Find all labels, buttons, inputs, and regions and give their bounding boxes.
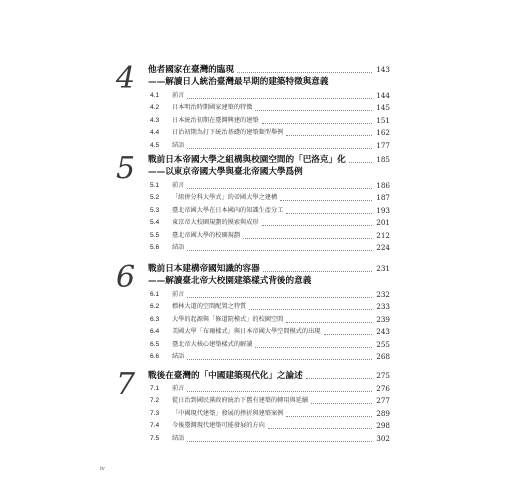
page-number: 201 bbox=[376, 218, 390, 228]
section-row[interactable] bbox=[0, 217, 520, 229]
page-number: 193 bbox=[376, 205, 390, 215]
dot-leader bbox=[286, 416, 372, 417]
dot-leader bbox=[187, 188, 372, 189]
section-row[interactable] bbox=[0, 408, 520, 420]
section-row[interactable] bbox=[0, 115, 520, 127]
section-number: 4.3 bbox=[150, 116, 160, 124]
section-row[interactable] bbox=[0, 395, 520, 407]
section-title: 日治初期為打下統治基礎的建築類型舉例 bbox=[172, 129, 284, 137]
chapter-block bbox=[0, 151, 520, 254]
dot-leader bbox=[249, 309, 372, 310]
page-number: 187 bbox=[376, 193, 390, 203]
dot-leader bbox=[311, 403, 372, 404]
section-row[interactable] bbox=[0, 326, 520, 338]
dot-leader bbox=[187, 359, 372, 360]
section-number: 5.2 bbox=[150, 194, 160, 202]
section-row[interactable] bbox=[0, 180, 520, 192]
section-number: 6.6 bbox=[150, 353, 160, 360]
chapter-subtitle: ——以東京帝國大學與臺北帝國大學爲例 bbox=[148, 167, 303, 177]
section-title: 美國大學「布爾樣式」與日本帝國大學空間模式的出現 bbox=[172, 328, 321, 336]
dot-leader bbox=[187, 441, 372, 442]
section-title: 從日治到國民黨政府統治下舊有建築的轉用與延續 bbox=[172, 397, 309, 405]
chapter-number: 5 bbox=[116, 151, 136, 186]
chapter-block bbox=[0, 367, 520, 470]
chapter-title-row[interactable] bbox=[0, 64, 520, 76]
section-number: 4.2 bbox=[150, 104, 160, 112]
section-title: 前言 bbox=[172, 385, 185, 392]
chapter-number: 7 bbox=[116, 367, 136, 402]
section-row[interactable] bbox=[0, 242, 520, 254]
section-title: 大學的起源與「修道院模式」的校園空間 bbox=[172, 315, 284, 323]
section-title: 臺北帝大核心建築樣式的解讀 bbox=[172, 340, 253, 348]
section-title: 臺北帝國大學在日本國內的知識生產分工 bbox=[172, 206, 284, 214]
page-number: 177 bbox=[376, 140, 390, 150]
section-row[interactable] bbox=[0, 433, 520, 445]
section-number: 7.4 bbox=[150, 422, 160, 430]
page-number: 239 bbox=[376, 314, 390, 324]
section-number: 4.4 bbox=[150, 129, 160, 137]
dot-leader bbox=[306, 378, 373, 379]
page-number: 302 bbox=[376, 433, 390, 443]
section-row[interactable] bbox=[0, 289, 520, 301]
section-row[interactable] bbox=[0, 383, 520, 395]
page-number: 268 bbox=[376, 352, 390, 361]
page-number: 275 bbox=[376, 371, 390, 380]
section-number: 7.3 bbox=[150, 409, 160, 417]
section-number: 6.4 bbox=[150, 328, 160, 336]
dot-leader bbox=[286, 322, 372, 323]
dot-leader bbox=[349, 162, 373, 163]
page-number: 186 bbox=[376, 181, 390, 190]
section-row[interactable] bbox=[0, 205, 520, 217]
dot-leader bbox=[263, 271, 373, 272]
section-row[interactable] bbox=[0, 192, 520, 204]
page-number: 276 bbox=[376, 384, 390, 393]
chapter-subtitle-row bbox=[0, 76, 520, 88]
section-row[interactable] bbox=[0, 420, 520, 432]
chapter-subtitle: ——解讀日人統治臺灣最早期的建築特徵與意義 bbox=[148, 77, 329, 87]
section-row[interactable] bbox=[0, 339, 520, 351]
page-number: 162 bbox=[376, 128, 390, 138]
dot-leader bbox=[255, 110, 372, 111]
chapter-title: 戰前日本建構帝國知識的容器 bbox=[148, 264, 260, 274]
page-number: 224 bbox=[376, 243, 390, 252]
dot-leader bbox=[286, 213, 372, 214]
section-number: 4.5 bbox=[150, 141, 160, 149]
dot-leader bbox=[243, 238, 372, 239]
section-number: 6.5 bbox=[150, 340, 160, 348]
section-number: 5.6 bbox=[150, 244, 160, 251]
dot-leader bbox=[280, 200, 372, 201]
section-number: 6.1 bbox=[150, 291, 160, 298]
chapter-block bbox=[0, 61, 520, 164]
page-number: 144 bbox=[376, 91, 390, 100]
page-number: 143 bbox=[376, 65, 390, 74]
chapter-subtitle-row bbox=[0, 275, 520, 287]
page-number: 212 bbox=[376, 230, 390, 240]
chapter-number: 6 bbox=[116, 260, 136, 295]
page-number: 145 bbox=[376, 103, 390, 113]
section-title: 東京帝大校園規劃的摸索與成形 bbox=[172, 219, 259, 227]
section-row[interactable] bbox=[0, 230, 520, 242]
dot-leader bbox=[187, 98, 372, 99]
section-title: 標林大道的空間配置之特質 bbox=[172, 303, 247, 311]
dot-leader bbox=[187, 250, 372, 251]
section-title: 日本統治初期在臺灣興建的建築 bbox=[172, 116, 259, 124]
section-number: 7.1 bbox=[150, 385, 160, 392]
dot-leader bbox=[237, 72, 372, 73]
page-number: 289 bbox=[376, 408, 390, 418]
section-title: 結語 bbox=[172, 141, 185, 149]
chapter-title: 他者國家在臺灣的臨現 bbox=[148, 65, 234, 75]
chapter-title: 戰後在臺灣的「中國建築現代化」之論述 bbox=[148, 371, 303, 381]
dot-leader bbox=[187, 148, 372, 149]
page-number: 232 bbox=[376, 290, 390, 299]
section-title: 「中國現代建築」發展的挫折與建築案例 bbox=[172, 409, 284, 417]
section-title: 臺北帝國大學的校園規劃 bbox=[172, 231, 241, 239]
chapter-title: 戰前日本帝國大學之組構與校園空間的「巴洛克」化 bbox=[148, 155, 346, 165]
dot-leader bbox=[286, 135, 372, 136]
section-number: 6.3 bbox=[150, 315, 160, 323]
section-number: 4.1 bbox=[150, 92, 160, 99]
section-row[interactable] bbox=[0, 351, 520, 363]
page-number: 255 bbox=[376, 339, 390, 349]
chapter-subtitle-row bbox=[0, 166, 520, 178]
section-number: 6.2 bbox=[150, 303, 160, 311]
chapter-block bbox=[0, 260, 520, 363]
section-title: 結語 bbox=[172, 244, 185, 251]
section-title: 今後臺灣現代建築可能發展的方向 bbox=[172, 422, 265, 430]
dot-leader bbox=[187, 391, 372, 392]
dot-leader bbox=[187, 297, 372, 298]
chapter-title-row[interactable] bbox=[0, 370, 520, 382]
dot-leader bbox=[262, 123, 373, 124]
chapter-title-row[interactable] bbox=[0, 263, 520, 275]
section-title: 前言 bbox=[172, 291, 185, 298]
section-number: 7.5 bbox=[150, 434, 160, 442]
section-number: 5.4 bbox=[150, 219, 160, 227]
section-title: 結語 bbox=[172, 434, 185, 442]
dot-leader bbox=[268, 428, 372, 429]
section-title: 前言 bbox=[172, 182, 185, 189]
page-number: 231 bbox=[376, 264, 390, 273]
section-number: 5.5 bbox=[150, 231, 160, 239]
section-row[interactable] bbox=[0, 127, 520, 139]
section-number: 5.3 bbox=[150, 206, 160, 214]
page-number: 298 bbox=[376, 421, 390, 431]
section-row[interactable] bbox=[0, 102, 520, 114]
dot-leader bbox=[262, 225, 373, 226]
dot-leader bbox=[324, 334, 373, 335]
section-title: 前言 bbox=[172, 92, 185, 99]
section-number: 5.1 bbox=[150, 182, 160, 189]
chapter-title-row[interactable] bbox=[0, 154, 520, 166]
chapter-number: 4 bbox=[116, 61, 136, 96]
section-row[interactable] bbox=[0, 140, 520, 152]
section-title: 日本明治時期國家建築的特徵 bbox=[172, 104, 253, 112]
page-folio: iv bbox=[100, 466, 105, 472]
page-number: 185 bbox=[376, 155, 390, 164]
section-title: 結語 bbox=[172, 353, 185, 360]
section-row[interactable] bbox=[0, 314, 520, 326]
dot-leader bbox=[255, 347, 372, 348]
page-number: 233 bbox=[376, 302, 390, 312]
section-row[interactable] bbox=[0, 301, 520, 313]
page-number: 277 bbox=[376, 396, 390, 406]
section-title: 「組併分科大學式」的帝國大學之建構 bbox=[172, 194, 278, 202]
page-number: 151 bbox=[376, 115, 390, 125]
section-number: 7.2 bbox=[150, 397, 160, 405]
section-row[interactable] bbox=[0, 90, 520, 102]
chapter-subtitle: ——解讀臺北帝大校園建築樣式背後的意義 bbox=[148, 276, 312, 286]
page-number: 243 bbox=[376, 327, 390, 337]
